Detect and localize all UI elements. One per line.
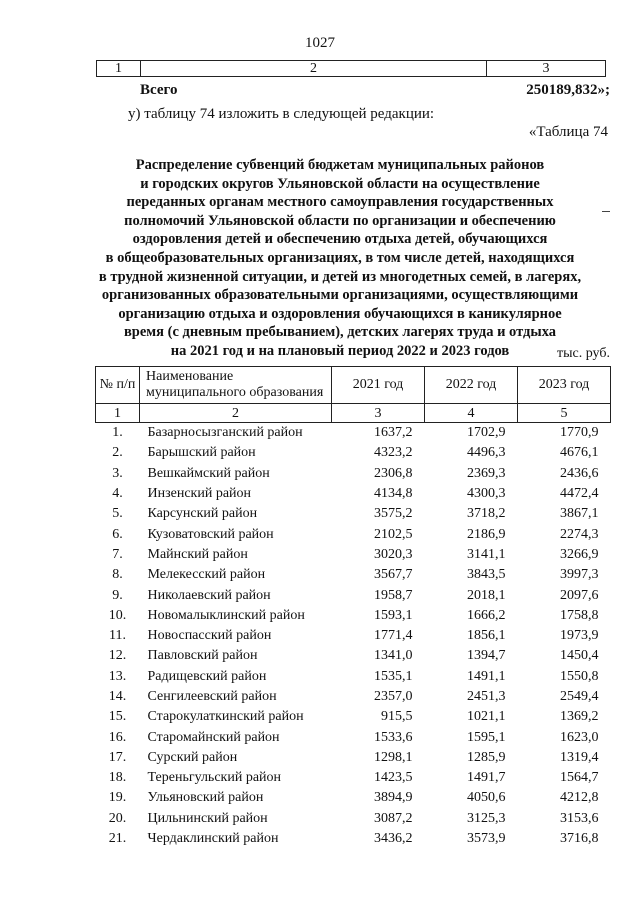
value-2023: 4676,1 <box>560 445 599 461</box>
municipality-name: Майнский район <box>147 546 248 562</box>
column-number: 1 <box>96 404 140 423</box>
title-line: оздоровления детей и обеспечению отдыха детей, обучающихся <box>132 231 548 248</box>
column-number: 3 <box>332 404 425 423</box>
value-2023: 4212,8 <box>560 790 599 806</box>
title-line: переданных органам местного самоуправления государственных <box>126 194 554 211</box>
title-line: организованных образовательными организациями, осуществляющими <box>101 287 579 304</box>
value-2021: 3575,2 <box>374 506 413 522</box>
municipality-name: Цильнинский район <box>147 810 268 826</box>
value-2021: 2306,8 <box>374 465 413 481</box>
table-row <box>96 524 611 544</box>
value-2023: 2274,3 <box>560 526 599 542</box>
municipality-name: Карсунский район <box>147 506 258 522</box>
title-line: и городских округов Ульяновской области на осуществление <box>140 175 540 192</box>
table-row <box>96 423 611 444</box>
value-2023: 1450,4 <box>560 648 599 664</box>
municipality-name: Павловский район <box>147 648 258 664</box>
table-row <box>96 464 611 484</box>
value-2021: 1958,7 <box>374 587 413 603</box>
column-number: 5 <box>518 404 611 423</box>
header-municipality: Наименование муниципального образования <box>140 367 332 404</box>
value-2021: 1423,5 <box>374 770 413 786</box>
value-2022: 1702,9 <box>467 425 506 441</box>
value-2022: 2369,3 <box>467 465 506 481</box>
value-2023: 1623,0 <box>560 729 599 745</box>
table-row <box>96 606 611 626</box>
value-2023: 3997,3 <box>560 567 599 583</box>
municipality-name: Чердаклинский район <box>147 831 279 847</box>
units-label: тыс. руб. <box>557 346 610 361</box>
title-line: в общеобразовательных организациях, в том числе детей, находящихся <box>105 249 575 266</box>
row-number: 13. <box>108 668 127 684</box>
row-number: 6. <box>112 526 123 542</box>
value-2022: 1394,7 <box>467 648 506 664</box>
value-2022: 1595,1 <box>467 729 506 745</box>
municipality-name: Новомалыклинский район <box>147 607 305 623</box>
value-2023: 1973,9 <box>560 628 599 644</box>
column-number: 4 <box>425 404 518 423</box>
value-2022: 4300,3 <box>467 486 506 502</box>
table-row <box>96 585 611 605</box>
value-2022: 2451,3 <box>467 689 506 704</box>
value-2023: 2436,6 <box>560 465 599 481</box>
row-number: 15. <box>108 709 127 725</box>
subvention-table <box>95 366 611 849</box>
value-2021: 1341,0 <box>374 648 413 664</box>
row-number: 1. <box>112 425 123 441</box>
table-row <box>96 626 611 646</box>
municipality-name: Вешкаймский район <box>147 465 270 481</box>
value-2021: 3567,7 <box>374 567 413 583</box>
municipality-name: Барышский район <box>147 445 256 461</box>
amendment-instruction: у) таблицу 74 изложить в следующей редакции: <box>128 106 435 122</box>
value-2021: 4134,8 <box>374 486 413 502</box>
header-2023: 2023 год <box>518 367 611 404</box>
municipality-name: Сурский район <box>147 749 238 765</box>
row-number: 18. <box>108 770 127 786</box>
table-row <box>96 667 611 687</box>
table-row <box>96 687 611 707</box>
table-reference: «Таблица 74 <box>528 124 608 140</box>
total-value: 250189,832»; <box>526 82 610 98</box>
value-2021: 1535,1 <box>374 668 413 684</box>
title-line: в трудной жизненной ситуации, и детей из многодетных семей, в лагерях, <box>98 268 582 285</box>
row-number: 20. <box>108 810 127 826</box>
value-2023: 3266,9 <box>560 546 599 562</box>
municipality-name: Старокулаткинский район <box>147 709 304 725</box>
value-2023: 1758,8 <box>560 607 599 623</box>
value-2023: 4472,4 <box>560 486 599 502</box>
row-number: 4. <box>112 486 123 502</box>
value-2022: 2018,1 <box>467 587 506 603</box>
value-2023: 3153,6 <box>560 810 599 826</box>
row-number: 16. <box>108 729 127 745</box>
municipality-name: Кузоватовский район <box>147 526 274 542</box>
value-2022: 1856,1 <box>467 628 506 644</box>
value-2022: 1491,1 <box>467 668 506 684</box>
value-2022: 4496,3 <box>467 445 506 461</box>
table-row <box>96 484 611 504</box>
row-number: 19. <box>108 790 127 806</box>
continued-table-header <box>96 60 606 77</box>
value-2021: 3020,3 <box>374 546 413 562</box>
value-2021: 1771,4 <box>374 628 413 644</box>
table-row <box>96 748 611 768</box>
value-2022: 1285,9 <box>467 749 506 765</box>
page-number: 1027 <box>305 35 335 51</box>
value-2022: 4050,6 <box>467 790 506 806</box>
header-2021: 2021 год <box>332 367 425 404</box>
row-number: 12. <box>108 648 127 664</box>
value-2021: 1533,6 <box>374 729 413 745</box>
value-2023: 2097,6 <box>560 587 599 603</box>
municipality-name: Радищевский район <box>147 668 267 684</box>
value-2023: 2549,4 <box>560 689 599 704</box>
row-number: 17. <box>108 749 127 765</box>
row-number: 7. <box>112 546 123 562</box>
header-2022: 2022 год <box>425 367 518 404</box>
value-2022: 3141,1 <box>467 546 506 562</box>
value-2022: 1666,2 <box>467 607 506 623</box>
title-line: организацию отдыха и оздоровления обучающихся в каникулярное <box>118 305 562 322</box>
continued-col-2: 2 <box>141 61 487 76</box>
table-row <box>96 646 611 666</box>
table-row <box>96 545 611 565</box>
row-number: 9. <box>112 587 123 603</box>
value-2022: 3843,5 <box>467 567 506 583</box>
title-line: Распределение субвенций бюджетам муниципальных районов <box>135 157 545 173</box>
title-line: время (с дневным пребыванием), детских лагерях труда и отдыха <box>123 324 557 341</box>
value-2021: 4323,2 <box>374 445 413 461</box>
table-row <box>96 809 611 829</box>
table-row <box>96 727 611 747</box>
value-2021: 2357,0 <box>374 689 413 704</box>
row-number: 8. <box>112 567 123 583</box>
value-2022: 2186,9 <box>467 526 506 542</box>
municipality-name: Тереньгульский район <box>147 770 282 786</box>
municipality-name: Старомайнский район <box>147 729 280 745</box>
value-2023: 3716,8 <box>560 831 599 847</box>
table-row <box>96 829 611 849</box>
row-number: 2. <box>112 445 123 461</box>
value-2021: 1298,1 <box>374 749 413 765</box>
row-number: 11. <box>109 628 126 644</box>
value-2021: 3436,2 <box>374 831 413 847</box>
value-2022: 3573,9 <box>467 831 506 847</box>
table-row <box>96 768 611 788</box>
header-number: № п/п <box>96 367 140 404</box>
continued-col-1: 1 <box>97 61 141 76</box>
municipality-name: Мелекесский район <box>147 567 266 583</box>
title-line: полномочий Ульяновской области по организации и обеспечению <box>124 212 556 229</box>
value-2021: 1593,1 <box>374 607 413 623</box>
value-2023: 1369,2 <box>560 709 599 725</box>
table-row <box>96 504 611 524</box>
table-title <box>60 156 620 361</box>
value-2021: 2102,5 <box>374 526 413 542</box>
continued-col-3: 3 <box>542 61 550 76</box>
value-2023: 1550,8 <box>560 668 599 684</box>
table-body <box>96 423 611 850</box>
table-row <box>96 788 611 808</box>
row-number: 21. <box>108 831 127 847</box>
value-2022: 1491,7 <box>467 770 506 786</box>
total-label: Всего <box>140 82 178 98</box>
value-2023: 1564,7 <box>560 770 599 786</box>
row-number: 10. <box>108 607 127 623</box>
municipality-name: Николаевский район <box>147 587 271 603</box>
value-2023: 1319,4 <box>560 749 599 765</box>
value-2022: 1021,1 <box>467 709 506 725</box>
municipality-name: Сенгилеевский район <box>147 689 277 704</box>
municipality-name: Базарносызганский район <box>147 425 303 441</box>
value-2023: 1770,9 <box>560 425 599 441</box>
value-2022: 3718,2 <box>467 506 506 522</box>
value-2021: 915,5 <box>381 709 413 725</box>
value-2022: 3125,3 <box>467 810 506 826</box>
row-number: 14. <box>108 689 127 704</box>
row-number: 3. <box>112 465 123 481</box>
table-row <box>96 707 611 727</box>
table-row <box>96 565 611 585</box>
title-line: на 2021 год и на плановый период 2022 и 2023 годов <box>170 342 510 359</box>
value-2023: 3867,1 <box>560 506 599 522</box>
row-number: 5. <box>112 506 123 522</box>
municipality-name: Новоспасский район <box>147 628 272 644</box>
value-2021: 3894,9 <box>374 790 413 806</box>
value-2021: 3087,2 <box>374 810 413 826</box>
table-row <box>96 443 611 463</box>
municipality-name: Ульяновский район <box>147 790 264 806</box>
municipality-name: Инзенский район <box>147 486 252 502</box>
value-2021: 1637,2 <box>374 425 413 441</box>
column-number: 2 <box>140 404 332 423</box>
